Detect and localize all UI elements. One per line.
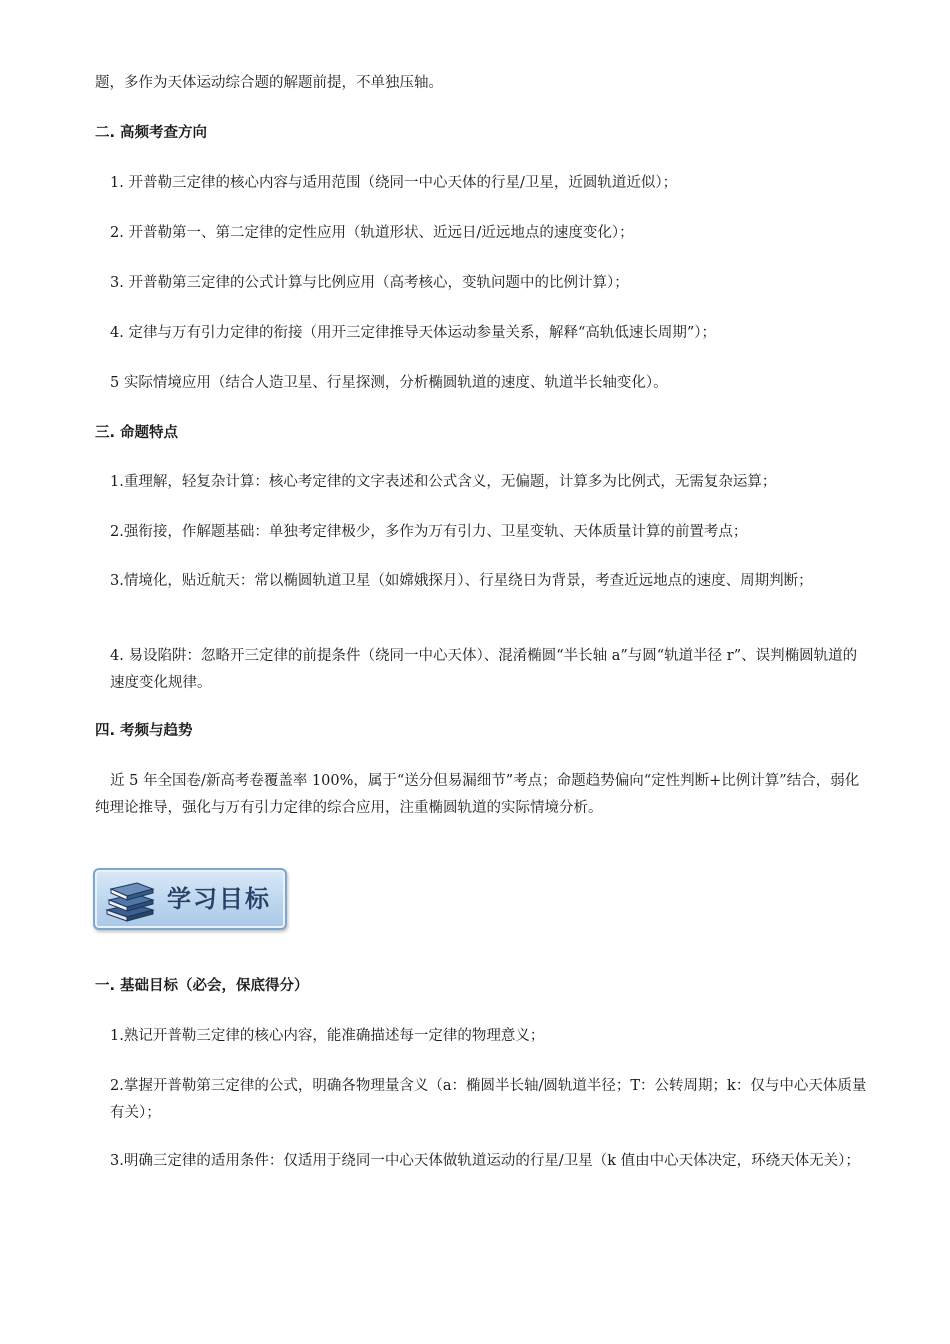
list-item: 1. 开普勒三定律的核心内容与适用范围（绕同一中心天体的行星/卫星，近圆轨道近似）； xyxy=(110,175,678,191)
list-item: 1.重理解，轻复杂计算：核心考定律的文字表述和公式含义，无偏题，计算多为比例式，无需复杂运算； xyxy=(110,474,777,490)
section-heading-basic-goals: 一. 基础目标（必会，保底得分） xyxy=(95,978,309,994)
section-heading-high-frequency: 二. 高频考查方向 xyxy=(95,125,208,141)
list-item: 2.掌握开普勒第三定律的公式，明确各物理量含义（a：椭圆半长轴/圆轨道半径；T：公转周期；k：仅与中心天体质量有关）； xyxy=(110,1078,867,1121)
list-item: 1.熟记开普勒三定律的核心内容，能准确描述每一定律的物理意义； xyxy=(110,1028,545,1044)
learning-goals-title: 学习目标 xyxy=(167,885,271,913)
continued-paragraph: 题，多作为天体运动综合题的解题前提，不单独压轴。 xyxy=(95,75,443,91)
list-item: 4. 定律与万有引力定律的衔接（用开三定律推导天体运动参量关系，解释“高轨低速长周期”）； xyxy=(110,325,717,341)
learning-goals-banner xyxy=(93,868,287,930)
list-item: 3. 开普勒第三定律的公式计算与比例应用（高考核心，变轨问题中的比例计算）； xyxy=(110,275,629,291)
list-item: 5 实际情境应用（结合人造卫星、行星探测，分析椭圆轨道的速度、轨道半长轴变化）。 xyxy=(110,375,668,391)
section-heading-trend: 四. 考频与趋势 xyxy=(95,723,193,739)
section-heading-features: 三. 命题特点 xyxy=(95,425,179,441)
books-icon xyxy=(103,876,157,924)
list-item: 2. 开普勒第一、第二定律的定性应用（轨道形状、近远日/近远地点的速度变化）； xyxy=(110,225,634,241)
list-item: 4. 易设陷阱：忽略开三定律的前提条件（绕同一中心天体）、混淆椭圆“半长轴 a”与圆“轨道半径 r”、误判椭圆轨道的速度变化规律。 xyxy=(110,648,858,691)
trend-paragraph: 近 5 年全国卷/新高考卷覆盖率 100%，属于“送分但易漏细节”考点；命题趋势偏向“定性判断+比例计算”结合，弱化纯理论推导，强化与万有引力定律的综合应用，注重椭圆轨道的实际情境分析。 xyxy=(95,773,860,816)
list-item: 2.强衔接，作解题基础：单独考定律极少，多作为万有引力、卫星变轨、天体质量计算的前置考点； xyxy=(110,524,748,540)
list-item: 3.明确三定律的适用条件：仅适用于绕同一中心天体做轨道运动的行星/卫星（k 值由中心天体决定，环绕天体无关）； xyxy=(110,1153,860,1169)
list-item: 3.情境化，贴近航天：常以椭圆轨道卫星（如嫦娥探月）、行星绕日为背景，考查近远地点的速度、周期判断； xyxy=(110,573,813,589)
